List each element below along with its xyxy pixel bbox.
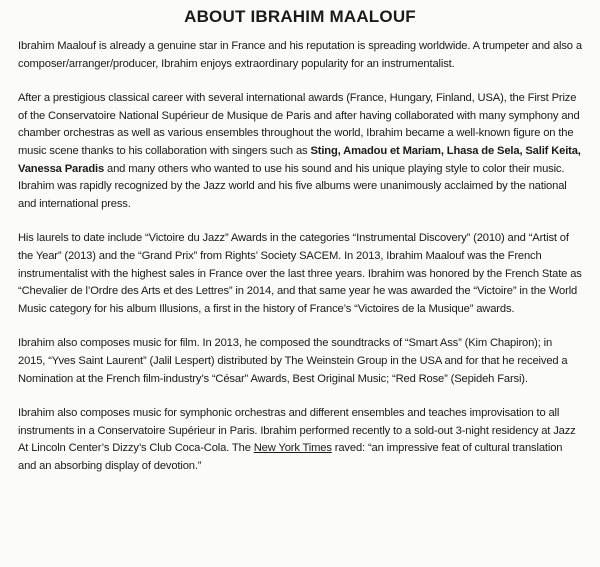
page-title: ABOUT IBRAHIM MAALOUF: [184, 7, 416, 26]
new-york-times-underlined: New York Times: [253, 442, 332, 455]
paragraph-intro: Ibrahim Maalouf is already a genuine star in France and his reputation is spreading worldwide. A trumpeter and also a composer/arranger/producer, Ibrahim enjoys extraordinary popularity for an instrumentalist.: [18, 40, 582, 70]
paragraph-career-text-2: and many others who wanted to use his sound and his unique playing style to color their music. Ibrahim was rapidly recognized by the Jazz world and his five albums were unanimously acclaimed by the national and international press.: [18, 162, 567, 210]
collaborators-bold: Sting, Amadou et Mariam, Lhasa de Sela, Salif Keita, Vanessa Paradis: [18, 144, 581, 175]
paragraph-orchestras-text-1: Ibrahim also composes music for symphonic orchestras and different ensembles and teaches improvisation to all instruments in a Conservatoire Supérieur in Paris. Ibrahim performed recently to a sold-out 3-night residency at Jazz At Lincoln Center’s Dizzy’s Club Coca-Cola. The: [18, 407, 576, 455]
paragraph-awards: His laurels to date include “Victoire du Jazz” Awards in the categories “Instrumental Discovery” (2010) and “Artist of the Year” (2013) and the “Grand Prix” from Rights’ Society SACEM. In 2013, Ibrahim Maalouf was the French instrumentalist with the highest sales in France over the last three years. Ibrahim was honored by the French State as “Chevalier de l’Ordre des Arts et des Lettres” in 2014, and that same year he was awarded the “Victoire” in the World Music category for his album Illusions, a first in the history of France’s “Victoires de la Musique” awards.: [18, 232, 582, 315]
paragraph-film: Ibrahim also composes music for film. In 2013, he composed the soundtracks of “Smart Ass” (Kim Chapiron); in 2015, “Yves Saint Laurent” (Jalil Lespert) distributed by The Weinstein Group in the USA and for that he received a Nomination at the French film-industry’s “César” Awards, Best Original Music; “Red Rose” (Sepideh Farsi).: [18, 337, 568, 385]
paragraph-career: [18, 90, 582, 213]
paragraph-career-text-1: After a prestigious classical career with several international awards (France, Hungary, Finland, USA), the First Prize of the Conservatoire National Supérieur de Musique de Paris and after having collaborated with many symphony and chamber orchestras as well as various ensembles throughout the world, Ibrahim became a well-known figure on the music scene thanks to his collaboration with singers such as: [18, 92, 580, 157]
paragraph-orchestras: [18, 405, 582, 475]
paragraph-orchestras-text-2: raved: “an impressive feat of cultural translation and an absorbing display of devotion.”: [18, 442, 563, 472]
